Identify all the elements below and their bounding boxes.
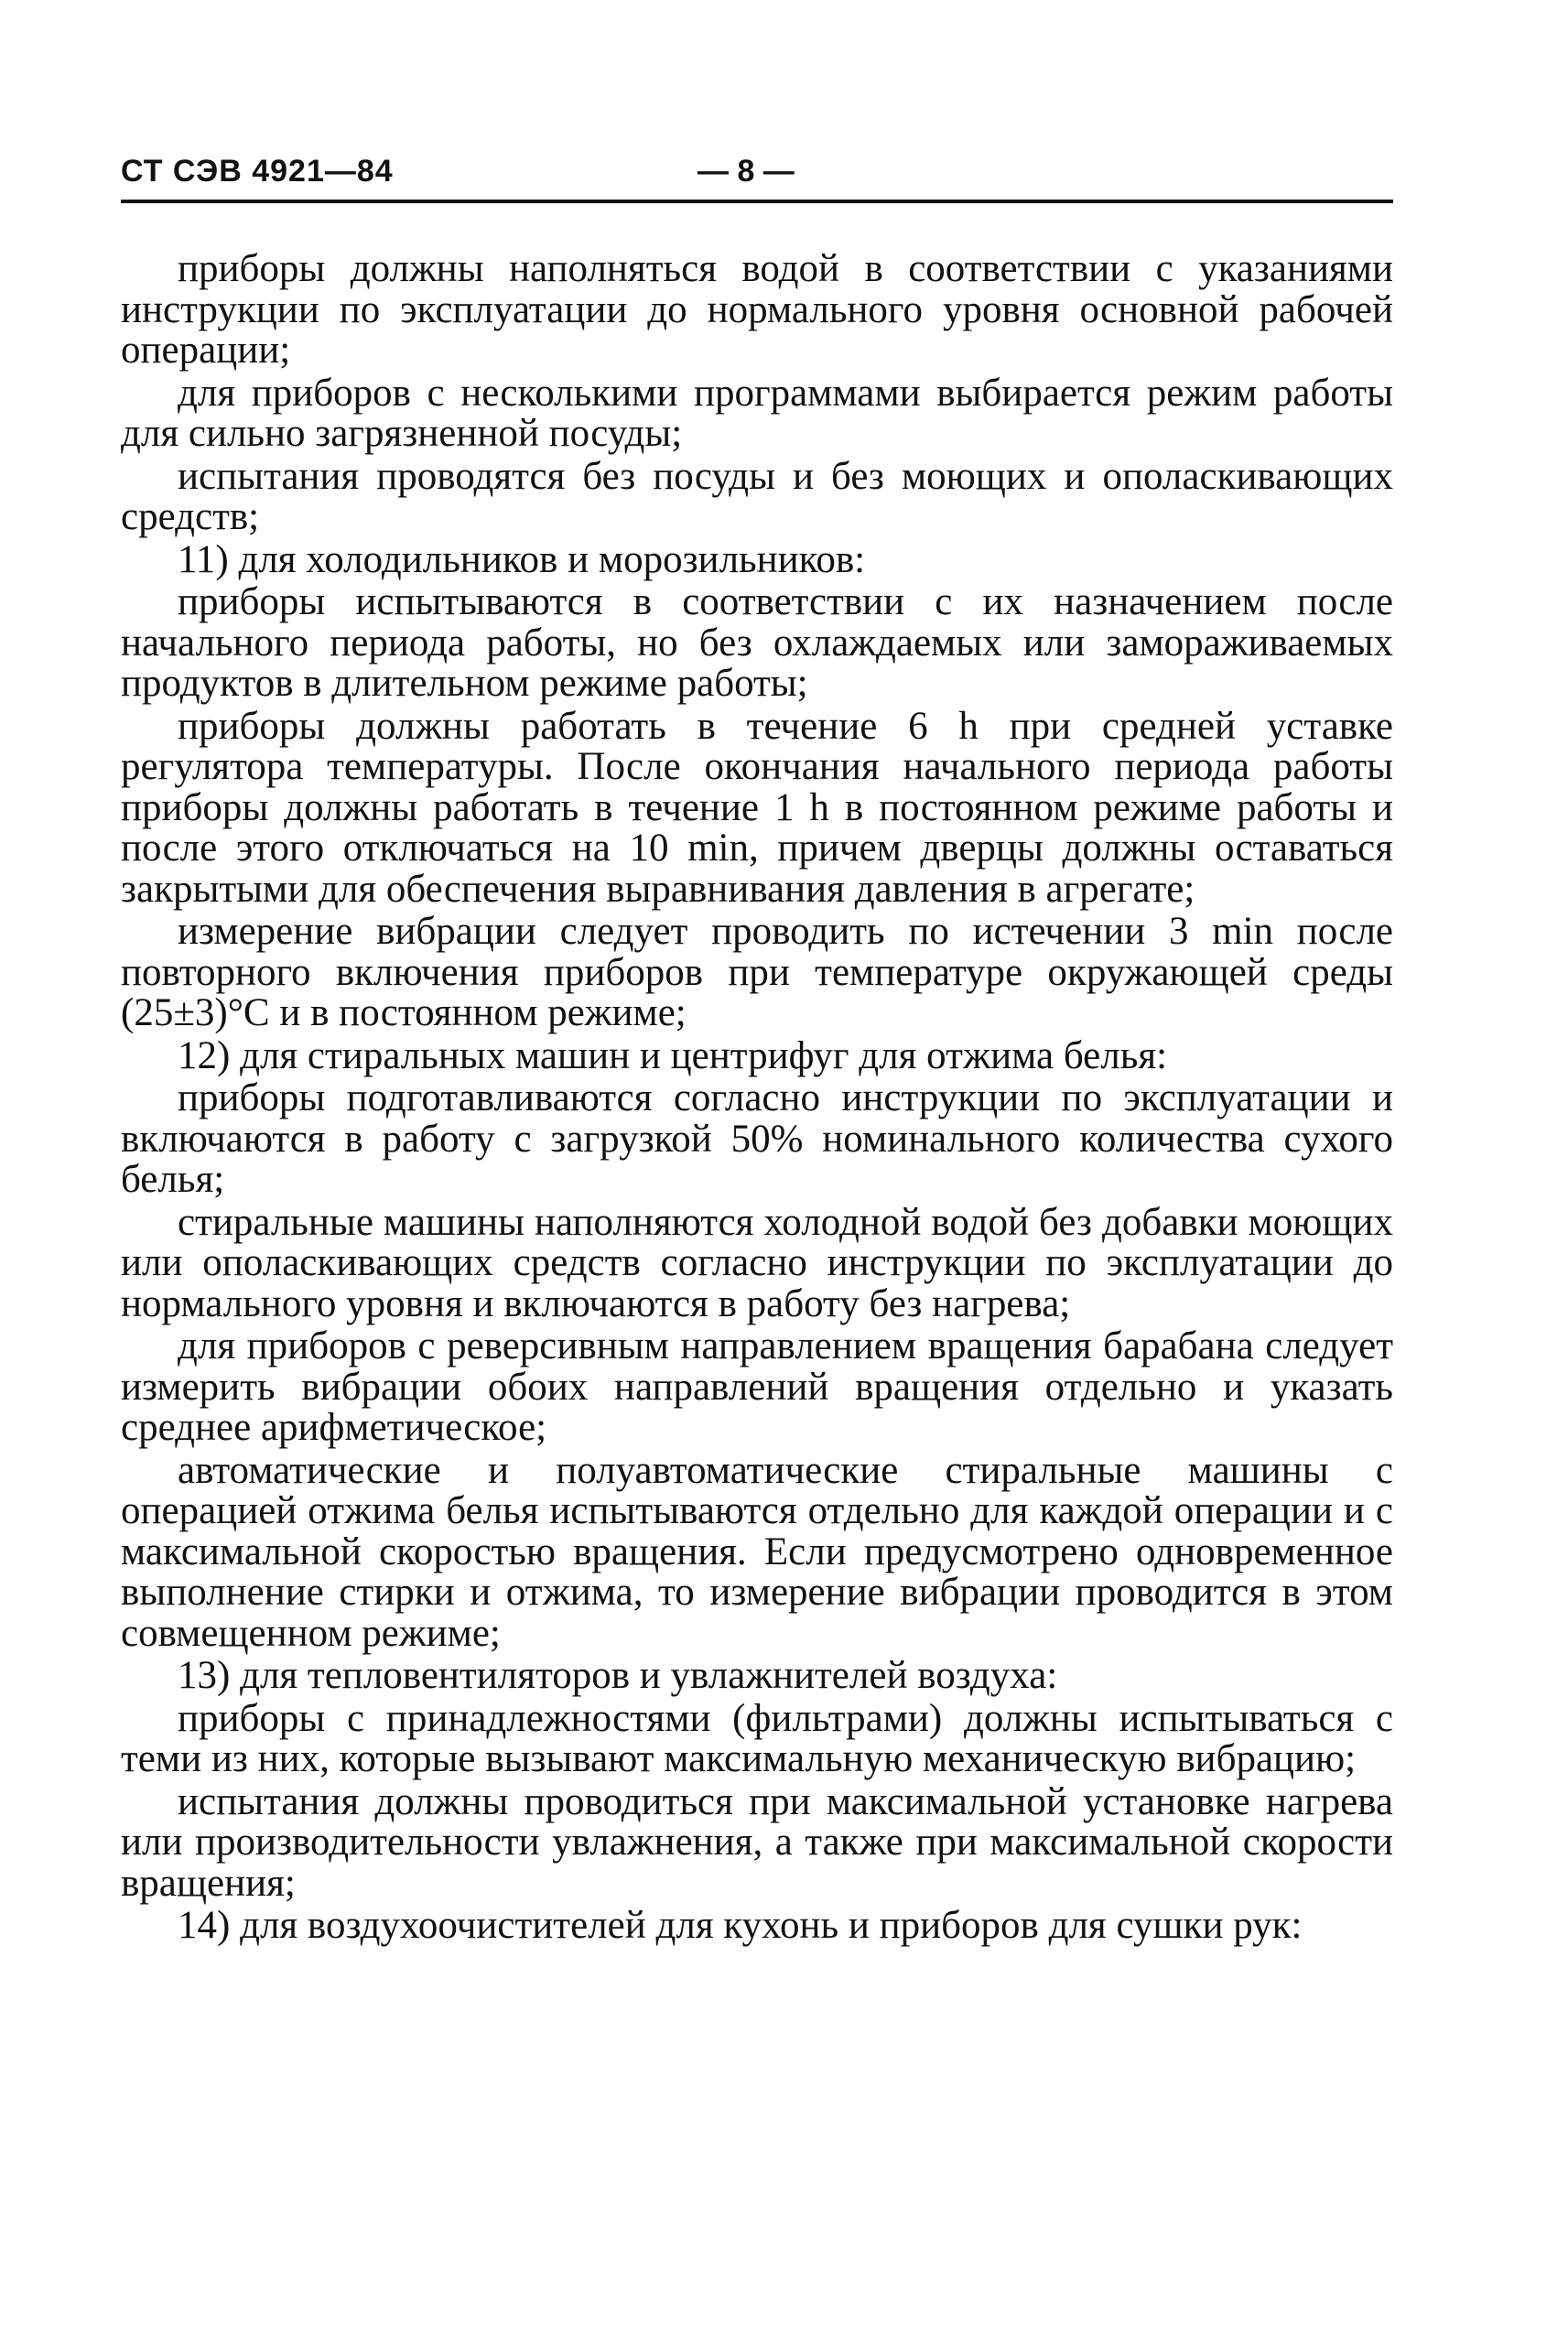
paragraph-11: для приборов с реверсивным направлением вращения барабана следует измерить вибрации обоих направлений вращения отдельно и указать среднее арифметическое; [121, 1324, 1393, 1449]
paragraph-2: для приборов с несколькими программами выбирается режим работы для сильно загрязненной посуды; [121, 371, 1393, 455]
item-12-heading: 12) для стиральных машин и центрифуг для отжима белья: [178, 1033, 1168, 1077]
paragraph-10: стиральные машины наполняются холодной водой без добавки моющих или ополаскивающих средств согласно инструкции по эксплуатации до нормального уровня и включаются в работу без нагрева; [121, 1200, 1393, 1325]
document-body [121, 249, 1393, 1949]
paragraph-9: приборы подготавливаются согласно инструкции по эксплуатации и включаются в работу с загрузкой 50% номинального количества сухого белья; [121, 1076, 1393, 1201]
paragraph-5: приборы испытываются в соответствии с их назначением после начального периода работы, но без охлаждаемых или замораживаемых продуктов в длительном режиме работы; [121, 580, 1393, 705]
standard-code: СТ СЭВ 4921—84 [121, 154, 394, 189]
paragraph-14: приборы с принадлежностями (фильтрами) должны испытываться с теми из них, которые вызывают максимальную механическую вибрацию; [121, 1696, 1393, 1780]
item-13-heading: 13) для тепловентиляторов и увлажнителей воздуха: [178, 1654, 1058, 1697]
paragraph-15: испытания должны проводиться при максимальной установке нагрева или производительности увлажнения, а также при максимальной скорости вращения; [121, 1779, 1393, 1905]
page-number: — 8 — [697, 154, 795, 189]
paragraph-3: испытания проводятся без посуды и без моющих и ополаскивающих средств; [121, 454, 1393, 538]
paragraph-1: приборы должны наполняться водой в соответствии с указаниями инструкции по эксплуатации до нормального уровня основной рабочей операции; [121, 247, 1393, 372]
paragraph-6: приборы должны работать в течение 6 h при средней уставке регулятора температуры. После окончания начального периода работы приборы должны работать в течение 1 h в постоянном режиме работы и после этого отключаться на 10 min, причем дверцы должны оставаться закрытыми для обеспечения выравнивания давления в агрегате; [121, 704, 1393, 911]
header-rule [121, 200, 1393, 203]
item-14-heading: 14) для воздухоочистителей для кухонь и приборов для сушки рук: [178, 1904, 1303, 1947]
item-11-heading: 11) для холодильников и морозильников: [178, 537, 866, 581]
paragraph-12: автоматические и полуавтоматические стиральные машины с операцией отжима белья испытываются отдельно для каждой операции и с максимальной скоростью вращения. Если предусмотрено одновременное выполнение стирки и отжима, то измерение вибрации проводится в этом совмещенном режиме; [121, 1448, 1393, 1655]
paragraph-7: измерение вибрации следует проводить по истечении 3 min после повторного включения приборов при температуре окружающей среды (25±3)°С и в постоянном режиме; [121, 910, 1393, 1034]
page-header [121, 146, 1384, 201]
